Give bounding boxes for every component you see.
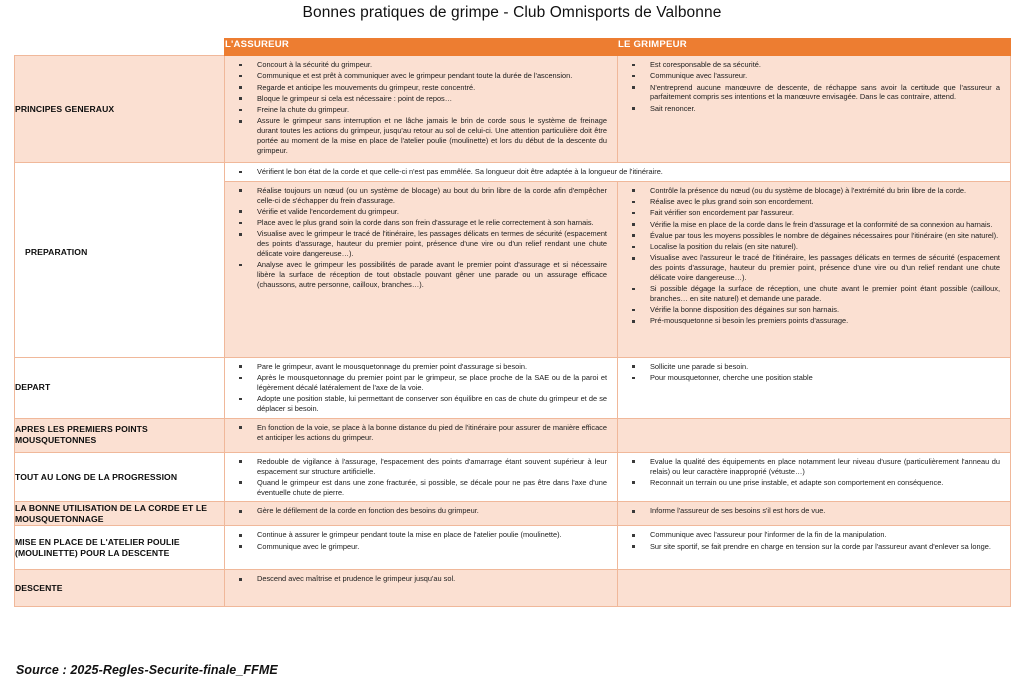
bullet-list-belayer [225,570,617,588]
bullet-list-belayer [225,526,617,555]
row-category-label: DEPART [15,357,225,418]
list-item: Localise la position du relais (en site naturel). [626,242,1000,252]
bullet-list-belayer [225,419,617,447]
list-item: Si possible dégage la surface de réception, une chute avant le premier point étant possible (cailloux, branches… en site naturel) et demande une parade. [626,284,1000,304]
list-item: N'entreprend aucune manœuvre de descente, de réchappe sans avoir la certitude que l'assureur a parfaitement compris ses intentions et la manœuvre envisagée. Dans le cas contraire, attend. [626,83,1000,103]
row-belayer-cell [225,56,618,163]
row-climber-cell [618,56,1011,163]
bullet-list-climber [618,502,1010,520]
bullet-list-belayer [225,502,617,520]
list-item: Analyse avec le grimpeur les possibilités de parade avant le premier point d'assurage et si nécessaire libère la surface de réception de tout obstacle pouvant gêner une parade ou un assurage efficace (chaussons, autre personne, cailloux, branches…). [233,260,607,289]
bullet-list-belayer [225,182,617,294]
list-item: En fonction de la voie, se place à la bonne distance du pied de l'itinéraire pour assurer de manière efficace et anticiper les actions du grimpeur. [233,423,607,443]
row-belayer-cell [225,181,618,357]
list-item: Sollicite une parade si besoin. [626,362,1000,372]
list-item: Réalise avec le plus grand soin son encordement. [626,197,1000,207]
list-item: Communique et est prêt à communiquer avec le grimpeur pendant toute la durée de l'ascension. [233,71,607,81]
header-cell-category [15,39,225,56]
table-row [15,452,1011,502]
row-category-label: APRES LES PREMIERS POINTS MOUSQUETONNES [15,418,225,452]
table-row [15,418,1011,452]
list-item: Reconnait un terrain ou une prise instable, et adapte son comportement en conséquence. [626,478,1000,488]
table-row [15,570,1011,607]
bullet-list-climber [618,358,1010,387]
table-row [15,56,1011,163]
list-item: Descend avec maîtrise et prudence le grimpeur jusqu'au sol. [233,574,607,584]
table-row [15,357,1011,418]
bullet-list-climber [618,453,1010,492]
page-title: Bonnes pratiques de grimpe - Club Omnisports de Valbonne [302,4,722,21]
list-item: Fait vérifier son encordement par l'assureur. [626,208,1000,218]
list-item: Sait renoncer. [626,104,1000,114]
list-item: Communique avec l'assureur pour l'informer de la fin de la manipulation. [626,530,1000,540]
bullet-list-shared [225,163,1010,181]
list-item: Evalue la qualité des équipements en place notamment leur niveau d'usure (particulièrement l'anneau du relais) ou leur caractère inapproprié (vétuste…) [626,457,1000,477]
row-climber-cell-empty [618,418,1011,452]
list-item: Adopte une position stable, lui permettant de conserver son équilibre en cas de chute du grimpeur et de se déplacer si besoin. [233,394,607,414]
table-row-merged [15,163,1011,182]
row-category-text: PREPARATION [25,247,88,257]
list-item: Communique avec l'assureur. [626,71,1000,81]
list-item: Sur site sportif, se fait prendre en charge en tension sur la corde par l'assureur avant d'enlever sa longe. [626,542,1000,552]
list-item: Contrôle la présence du nœud (ou du système de blocage) à l'extrémité du brin libre de la corde. [626,186,1000,196]
list-item: Bloque le grimpeur si cela est nécessaire : point de repos… [233,94,607,104]
source-caption: Source : 2025-Regles-Securite-finale_FFME [16,663,278,677]
list-item: Redouble de vigilance à l'assurage, l'espacement des points d'amarrage étant souvent supérieur à leur espacement sur structure artificielle. [233,457,607,477]
merged-bullet-cell [225,163,1011,182]
table-row [15,502,1011,526]
list-item: Vérifie la mise en place de la corde dans le frein d'assurage et la conformité de sa connexion au harnais. [626,220,1000,230]
list-item: Communique avec le grimpeur. [233,542,607,552]
row-category-label: TOUT AU LONG DE LA PROGRESSION [15,452,225,502]
bullet-list-belayer [225,358,617,418]
table-header-row [15,39,1011,56]
row-belayer-cell [225,452,618,502]
list-item: Visualise avec l'assureur le tracé de l'itinéraire, les passages délicats en termes de sécurité (espacement des points d'assurage, hauteur du premier point, présence d'une vire ou d'un relief rendant une chute délicate voire dangereuse…). [626,253,1000,282]
row-belayer-cell [225,570,618,607]
row-category-label: MISE EN PLACE DE L'ATELIER POULIE (MOULINETTE) POUR LA DESCENTE [15,526,225,570]
row-climber-cell [618,181,1011,357]
header-cell-belayer: L'ASSUREUR [225,39,618,56]
table-row [15,526,1011,570]
list-item: Freine la chute du grimpeur. [233,105,607,115]
bullet-list-climber [618,182,1010,330]
list-item: Est coresponsable de sa sécurité. [626,60,1000,70]
row-climber-cell [618,526,1011,570]
list-item: Réalise toujours un nœud (ou un système de blocage) au bout du brin libre de la corde afin d'empêcher celle-ci de s'échapper du frein d'assurage. [233,186,607,206]
list-item: Quand le grimpeur est dans une zone fracturée, si possible, se décale pour ne pas être dans l'axe d'une éventuelle chute de pierre. [233,478,607,498]
row-climber-cell-empty [618,570,1011,607]
list-item: Concourt à la sécurité du grimpeur. [233,60,607,70]
bullet-list-belayer [225,56,617,159]
row-belayer-cell [225,418,618,452]
list-item: Pour mousquetonner, cherche une position stable [626,373,1000,383]
list-item: Assure le grimpeur sans interruption et ne lâche jamais le brin de corde sous le système de freinage durant toutes les actions du grimpeur, jusqu'au retour au sol de celui-ci. Une attention particulière doit être portée au moment de la mise en place de l'atelier poulie (moulinette) et lors du début de la descente du grimpeur. [233,116,607,155]
row-category-label: DESCENTE [15,570,225,607]
row-belayer-cell [225,502,618,526]
list-item: Vérifient le bon état de la corde et que celle-ci n'est pas emmêlée. Sa longueur doit être adaptée à la longueur de l'itinéraire. [233,167,1000,177]
list-item: Évalue par tous les moyens possibles le nombre de dégaines nécessaires pour l'itinéraire (en site naturel). [626,231,1000,241]
best-practices-table [14,38,1011,607]
header-cell-climber: LE GRIMPEUR [618,39,1011,56]
list-item: Pare le grimpeur, avant le mousquetonnage du premier point d'assurage si besoin. [233,362,607,372]
list-item: Après le mousquetonnage du premier point par le grimpeur, se place proche de la SAE ou de la paroi et légèrement décalé latéralement de l'axe de la voie. [233,373,607,393]
list-item: Continue à assurer le grimpeur pendant toute la mise en place de l'atelier poulie (moulinette). [233,530,607,540]
row-category-label: LA BONNE UTILISATION DE LA CORDE ET LE MOUSQUETONNAGE [15,502,225,526]
list-item: Informe l'assureur de ses besoins s'il est hors de vue. [626,506,1000,516]
row-climber-cell [618,502,1011,526]
row-category-label-preparation [15,163,225,358]
list-item: Place avec le plus grand soin la corde dans son frein d'assurage et le relie correctement à son harnais. [233,218,607,228]
list-item: Vérifie et valide l'encordement du grimpeur. [233,207,607,217]
row-belayer-cell [225,526,618,570]
row-climber-cell [618,357,1011,418]
list-item: Gère le défilement de la corde en fonction des besoins du grimpeur. [233,506,607,516]
list-item: Vérifie la bonne disposition des dégaines sur son harnais. [626,305,1000,315]
row-belayer-cell [225,357,618,418]
list-item: Regarde et anticipe les mouvements du grimpeur, reste concentré. [233,83,607,93]
bullet-list-belayer [225,453,617,502]
list-item: Visualise avec le grimpeur le tracé de l'itinéraire, les passages délicats en termes de sécurité (espacement des points d'assurage, hauteur du premier point, présence d'une vire ou d'un relief rendant une chute délicate voire dangereuse…). [233,229,607,258]
row-category-label: PRINCIPES GENERAUX [15,56,225,163]
row-climber-cell [618,452,1011,502]
bullet-list-climber [618,526,1010,555]
bullet-list-climber [618,56,1010,117]
list-item: Pré-mousquetonne si besoin les premiers points d'assurage. [626,316,1000,326]
